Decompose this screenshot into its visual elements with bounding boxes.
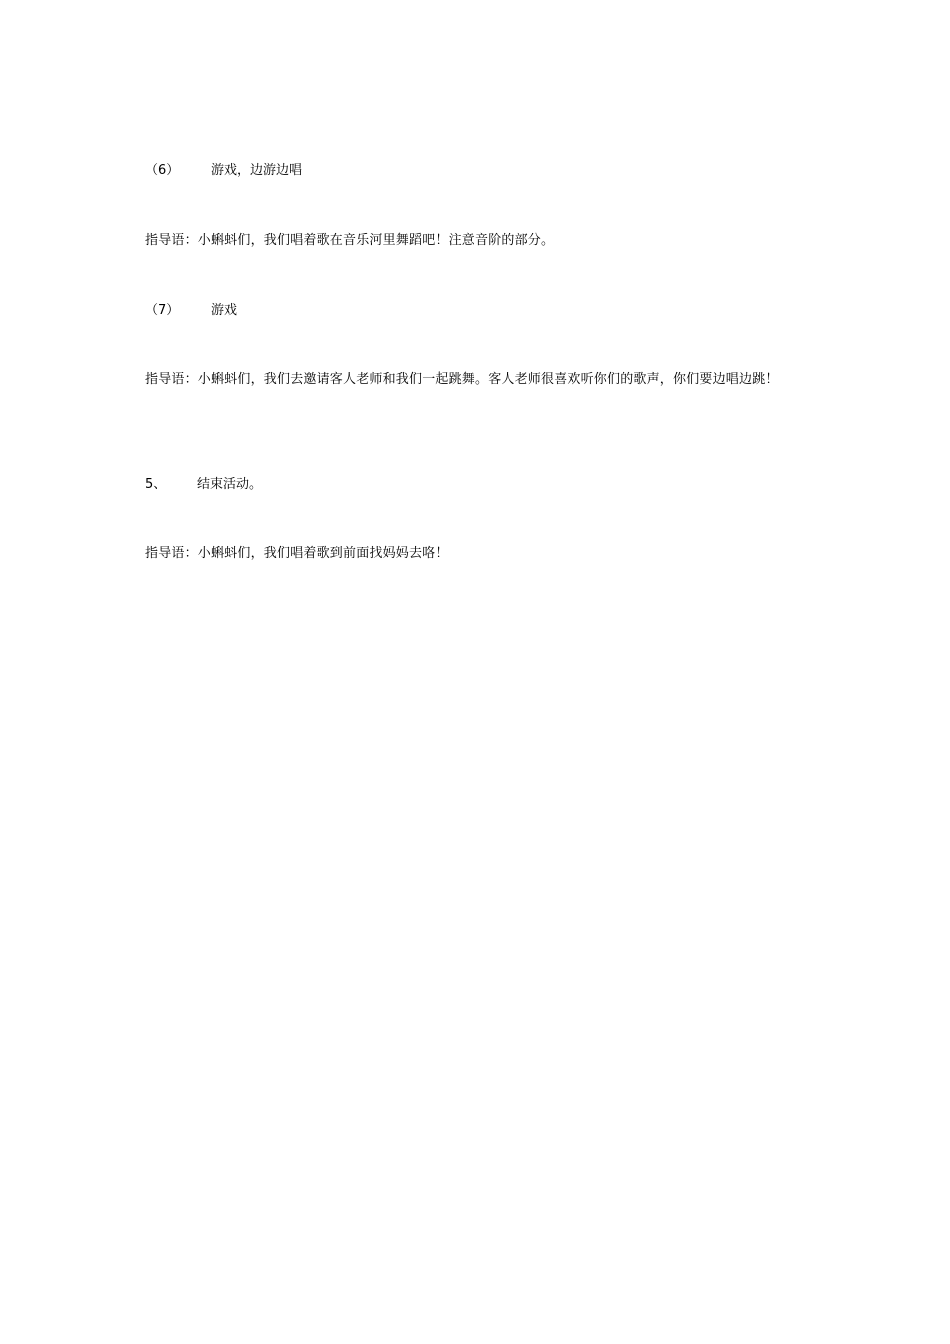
guide-paragraph: 指导语：小蝌蚪们，我们唱着歌到前面找妈妈去咯！	[145, 546, 449, 561]
section-heading-6	[145, 162, 302, 180]
guide-paragraph: 指导语：小蝌蚪们，我们唱着歌在音乐河里舞蹈吧！注意音阶的部分。	[145, 233, 555, 248]
section-title: 结束活动。	[197, 477, 263, 492]
section-heading-7	[145, 302, 237, 320]
section-title: 游戏，边游边唱	[211, 163, 303, 178]
guide-paragraph: 指导语：小蝌蚪们，我们去邀请客人老师和我们一起跳舞。客人老师很喜欢听你们的歌声，你们要边唱边跳！	[145, 372, 779, 387]
section-title: 游戏	[211, 303, 238, 318]
section-number: （6）	[145, 163, 180, 178]
section-number: 5、	[145, 477, 167, 492]
section-heading-5	[145, 476, 262, 494]
section-number: （7）	[145, 303, 180, 318]
